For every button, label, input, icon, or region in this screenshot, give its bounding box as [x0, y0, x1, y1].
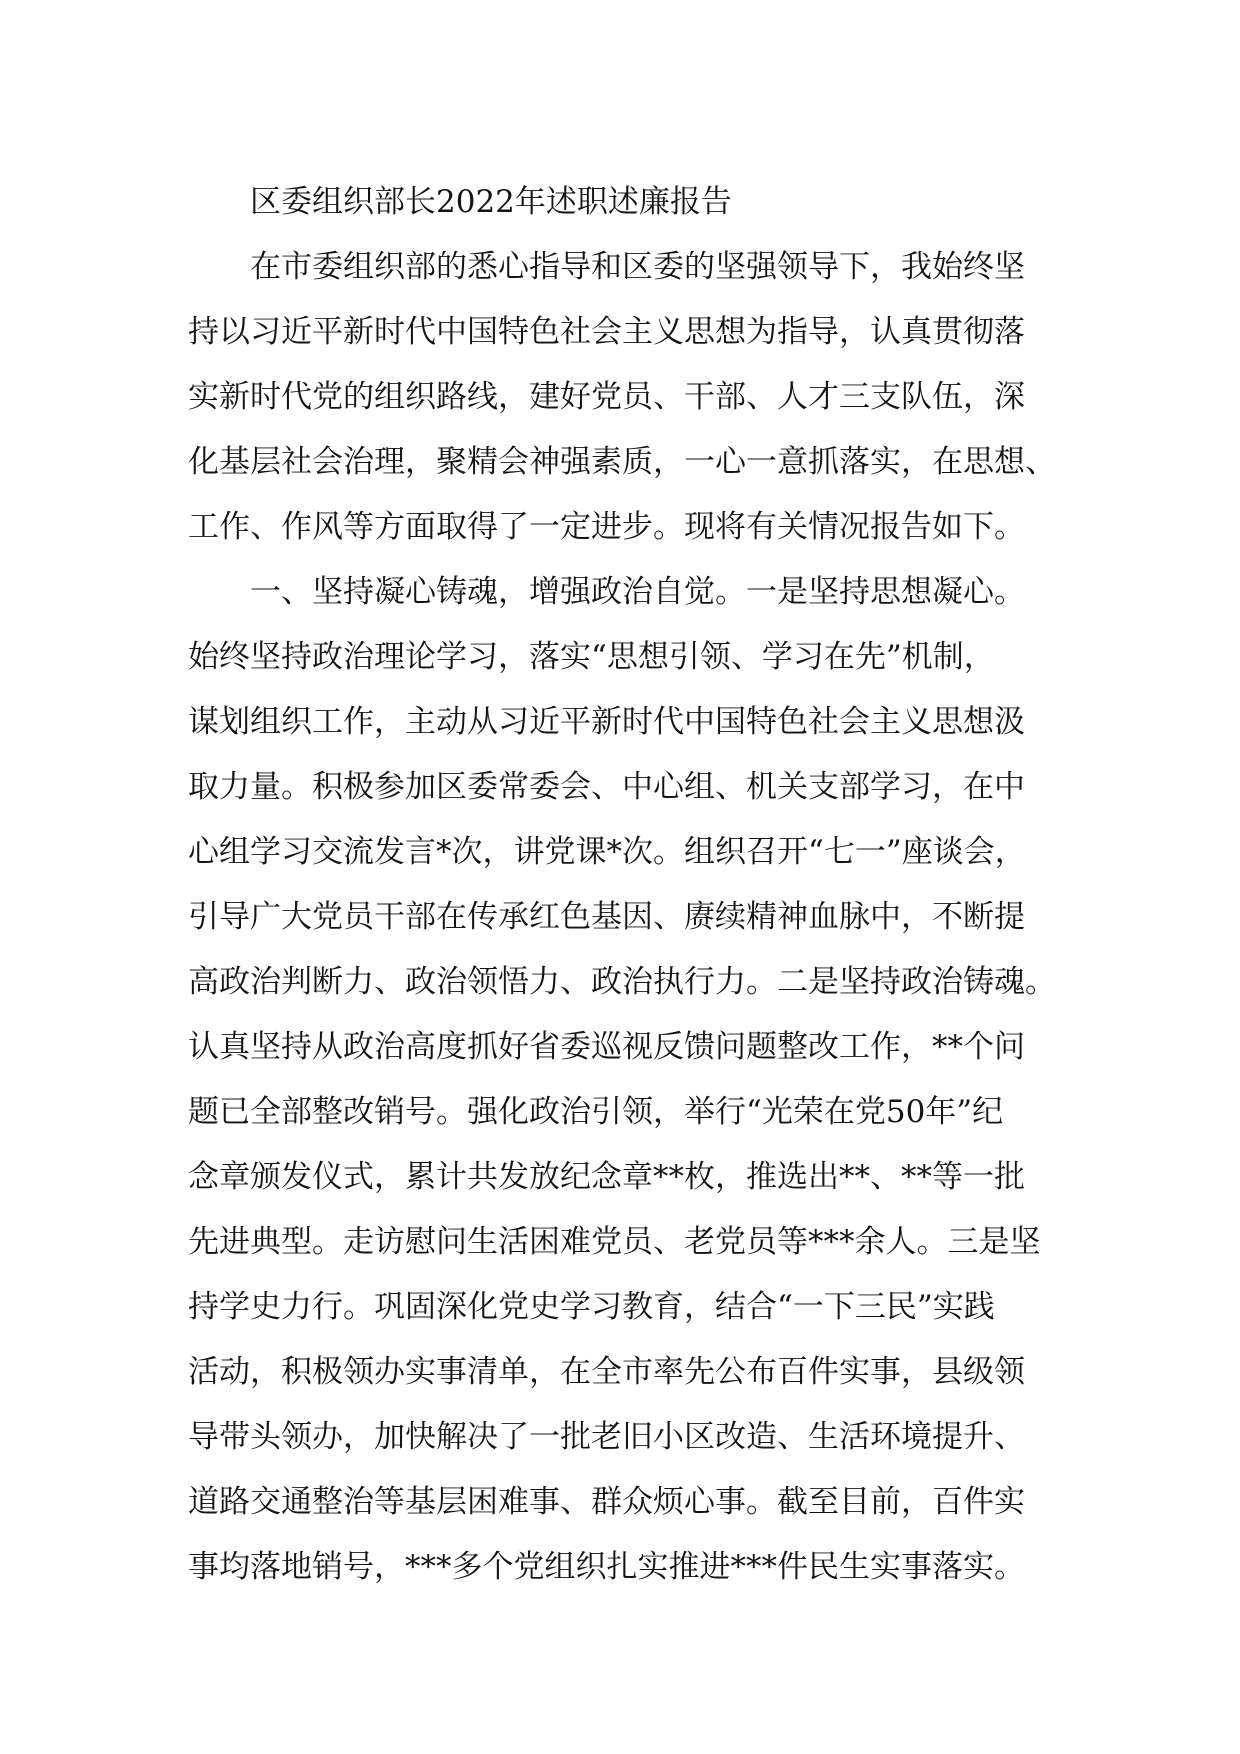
text-line: 取力量。积极参加区委常委会、中心组、机关支部学习，在中	[188, 769, 1025, 805]
text-line: 道路交通整治等基层困难事、群众烦心事。截至目前，百件实	[188, 1484, 1025, 1520]
paragraph-section-one	[188, 560, 1068, 1600]
text-line: 心组学习交流发言*次，讲党课*次。组织召开“七一”座谈会，	[188, 834, 1026, 870]
text-line: 高政治判断力、政治领悟力、政治执行力。二是坚持政治铸魂。	[188, 964, 1056, 1000]
text-line: 谋划组织工作，主动从习近平新时代中国特色社会主义思想汲	[188, 704, 1025, 740]
text-line: 先进典型。走访慰问生活困难党员、老党员等***余人。三是坚	[188, 1224, 1041, 1260]
text-line: 导带头领办，加快解决了一批老旧小区改造、生活环境提升、	[188, 1419, 1025, 1455]
text-line: 认真坚持从政治高度抓好省委巡视反馈问题整改工作，**个问	[188, 1029, 1025, 1065]
text-line: 引导广大党员干部在传承红色基因、赓续精神血脉中，不断提	[188, 899, 1025, 935]
text-line: 事均落地销号，***多个党组织扎实推进***件民生实事落实。	[188, 1549, 1025, 1585]
document-title: 区委组织部长2022年述职述廉报告	[250, 184, 732, 220]
document-body	[188, 170, 1068, 1600]
text-line: 始终坚持政治理论学习，落实“思想引领、学习在先”机制，	[188, 639, 995, 675]
text-line: 一、坚持凝心铸魂，增强政治自觉。一是坚持思想凝心。	[250, 574, 1025, 610]
text-line: 工作、作风等方面取得了一定进步。现将有关情况报告如下。	[188, 509, 1025, 545]
text-line: 活动，积极领办实事清单，在全市率先公布百件实事，县级领	[188, 1354, 1025, 1390]
text-line: 念章颁发仪式，累计共发放纪念章**枚，推选出**、**等一批	[188, 1159, 1025, 1195]
text-line: 实新时代党的组织路线，建好党员、干部、人才三支队伍，深	[188, 379, 1025, 415]
text-line: 化基层社会治理，聚精会神强素质，一心一意抓落实，在思想、	[188, 444, 1056, 480]
text-line: 持以习近平新时代中国特色社会主义思想为指导，认真贯彻落	[188, 314, 1025, 350]
text-line: 持学史力行。巩固深化党史学习教育，结合“一下三民”实践	[188, 1289, 995, 1325]
text-line: 在市委组织部的悉心指导和区委的坚强领导下，我始终坚	[250, 249, 1025, 285]
paragraph-intro	[188, 235, 1068, 560]
text-line: 题已全部整改销号。强化政治引领，举行“光荣在党50年”纪	[188, 1094, 1004, 1130]
